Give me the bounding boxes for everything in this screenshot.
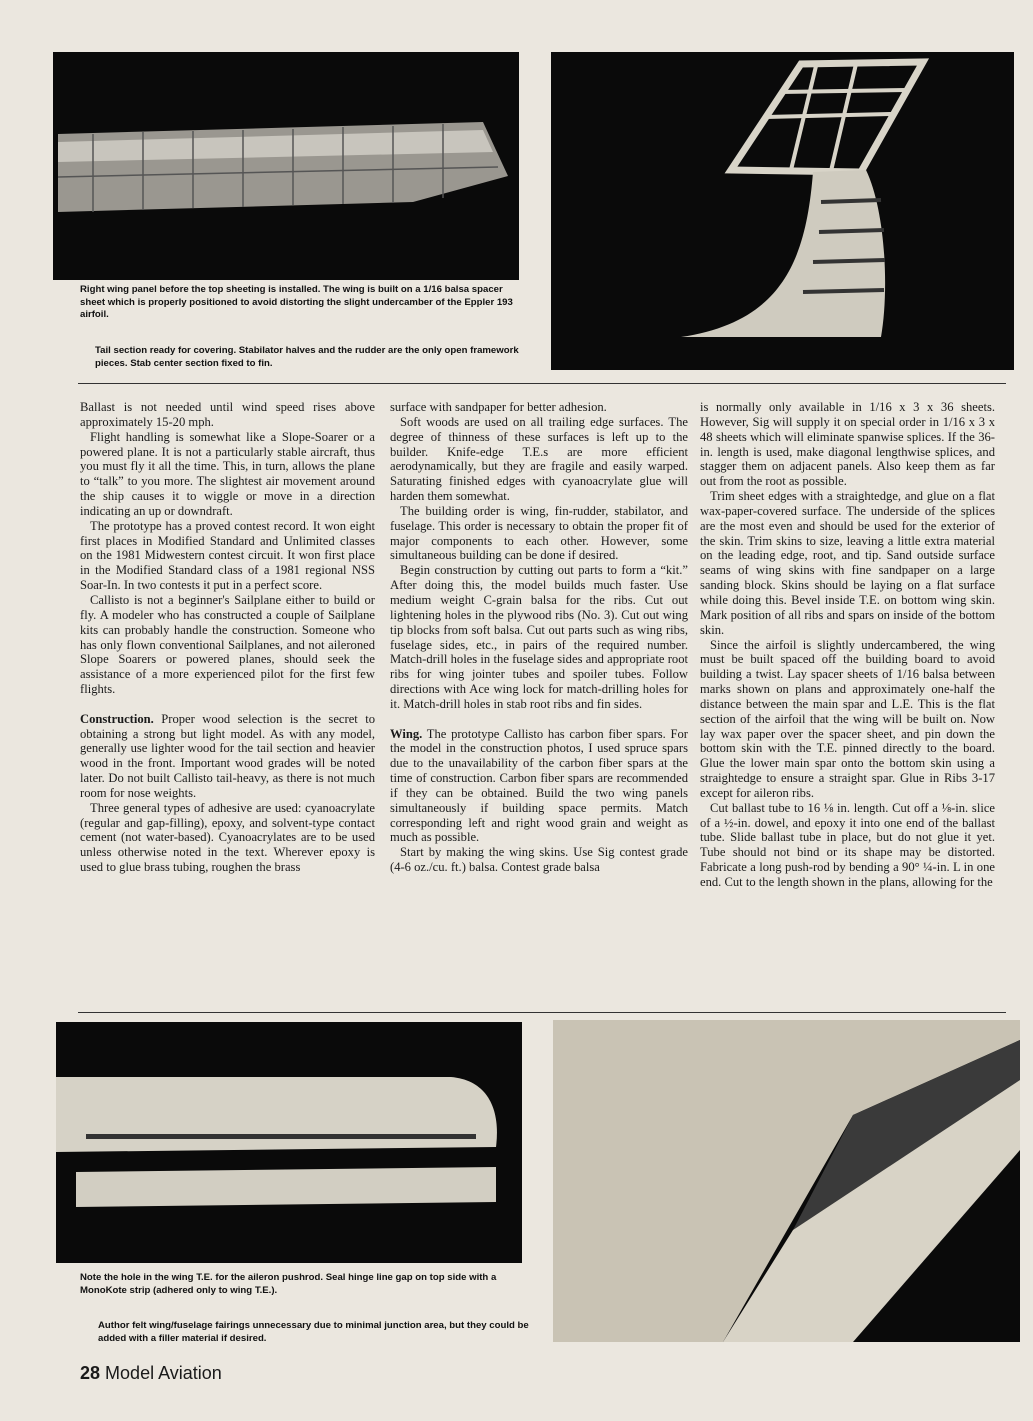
- section-heading-wing: Wing.: [390, 726, 423, 741]
- paragraph: Begin construction by cutting out parts to form a “kit.” After doing this, the model builds much faster. Use medium weight C-grain balsa for the ribs. Cut out lightening holes in the plywood ribs (No. 3). Cut out wing tip blocks from soft balsa. Cut out parts such as wing ribs, fuselage sides, etc., in pairs of the required number. Match-drill holes in the fuselage sides and appropriate root ribs for wing jointer tubes and spoiler tubes. Follow directions with Ace wing lock for match-drilling holes for it. Match-drill holes in stab root ribs and fin sides.: [390, 563, 688, 711]
- article-column-3: [700, 400, 995, 890]
- wing-trailing-edge-illustration: [56, 1022, 522, 1263]
- paragraph: Trim sheet edges with a straightedge, and glue on a flat wax-paper-covered surface. The underside of the splices are the most even and should be used for the exterior of the skin. Trim skins to size, leaving a little extra material on the leading edge, root, and tip. Sand outside surface seams of wing skins with fine sandpaper on a large sanding block. Skins should be laying on a flat surface while doing this. Bevel inside T.E. on bottom wing skin. Mark position of all ribs and spars on inside of the bottom skin.: [700, 489, 995, 637]
- paragraph: Callisto is not a beginner's Sailplane either to build or fly. A modeler who has constructed a couple of Sailplane kits can probably handle the construction. Someone who has only flown conventional Sailplanes, and not aileroned Slope Soarers or powered planes, should seek the assistance of a more experienced pilot for the first few flights.: [80, 592, 375, 697]
- caption-wing-fuselage-junction: Author felt wing/fuselage fairings unnecessary due to minimal junction area, but they could be added with a filler material if desired.: [98, 1320, 529, 1344]
- paragraph-construction: [80, 712, 375, 801]
- paragraph-wing: [390, 727, 688, 846]
- paragraph-text: The prototype Callisto has carbon fiber spars. For the model in the construction photos, I used spruce spars due to the unavailability of the carbon fiber spars at the time of construction. Carbon fiber spars are recommended if they can be obtained. Build the two wing panels simultaneously if building space permits. Match corresponding left and right wood grain and weight as much as possible.: [390, 726, 689, 845]
- bottom-divider: [78, 1012, 1006, 1013]
- paragraph: Three general types of adhesive are used: cyanoacrylate (regular and gap-filling), epoxy, and solvent-type contact cement (not water-based). Cyanoacrylates are to be used unless otherwise noted in the text. Wherever epoxy is used to glue brass tubing, roughen the brass: [80, 800, 375, 875]
- wing-panel-illustration: [53, 52, 519, 280]
- article-column-1: [80, 400, 375, 875]
- paragraph: The building order is wing, fin-rudder, stabilator, and fuselage. This order is necessary to obtain the proper fit of major components to each other. However, some simultaneous building can be done if desired.: [390, 503, 688, 563]
- tail-section-illustration: [551, 52, 1014, 370]
- article-column-2: [390, 400, 688, 875]
- page-number: 28: [80, 1363, 101, 1383]
- page-footer: [80, 1363, 222, 1384]
- paragraph: Ballast is not needed until wind speed rises above approximately 15-20 mph.: [80, 400, 375, 429]
- paragraph: surface with sandpaper for better adhesion.: [390, 400, 607, 414]
- photo-wing-fuselage-junction: [553, 1020, 1020, 1342]
- top-divider: [78, 383, 1006, 384]
- caption-tail-section: Tail section ready for covering. Stabilator halves and the rudder are the only open framework pieces. Stab center section fixed to fin.: [95, 345, 519, 369]
- paragraph: Flight handling is somewhat like a Slope-Soarer or a powered plane. It is not a particularly stable aircraft, thus you must fly it all the time. This, in turn, allows the plane to “talk” to you more. The slightest air movement around the ship causes it to wiggle or move in a direction indicating an up or downdraft.: [80, 429, 375, 518]
- photo-tail-section: [551, 52, 1014, 370]
- paragraph: Soft woods are used on all trailing edge surfaces. The degree of thinness of these surfaces is left up to the builder. Knife-edge T.E.s are more efficient aerodynamically, but they are fragile and easily warped. Saturating finished edges with cyanoacrylate glue will harden them somewhat.: [390, 414, 688, 504]
- paragraph: is normally only available in 1/16 x 3 x 36 sheets. However, Sig will supply it on special order in 1/16 x 3 x 48 sheets which will eliminate spanwise splices. If the 36-in. length is used, make diagonal lengthwise splices, and stagger them on adjacent panels. Also keep them as far out from the root as possible.: [700, 400, 995, 489]
- photo-wing-trailing-edge: [56, 1022, 522, 1263]
- paragraph-text: Proper wood selection is the secret to obtaining a strong but light model. As with any model, generally use lighter wood for the tail section and heavier wood in the front. Important wood grades will be noted later. Do not built Callisto tail-heavy, as there is not much room for nose weights.: [80, 711, 375, 800]
- paragraph: Cut ballast tube to 16 ⅛ in. length. Cut off a ⅛-in. slice of a ½-in. dowel, and epoxy it into one end of the ballast tube. Slide ballast tube in place, but do not glue it yet. Tube should not bind or its shape may be distorted. Fabricate a long push-rod by bending a 90° ¼-in. L in one end. Cut to the length shown in the plans, allowing for the: [700, 800, 995, 889]
- paragraph: Since the airfoil is slightly undercambered, the wing must be built spaced off the building board to avoid building a twist. Lay spacer sheets of 1/16 balsa between marks shown on plans and approximately one-half the distance between the main spar and L.E. This is the flat section of the airfoil that the wing will be built on. Now lay wax paper over the spacer sheet, and pin down the bottom skin with the T.E. pinned directly to the board. Glue the lower main spar onto the bottom skin using a straightedge to ensure a straight spar. Glue in Ribs 3-17 except for aileron ribs.: [700, 637, 995, 800]
- section-heading-construction: Construction.: [80, 711, 154, 726]
- paragraph: The prototype has a proved contest record. It won eight first places in Modified Standard and Unlimited classes on the 1981 Midwestern contest circuit. It won first place in the Modified Standard class of a 1981 regional NSS Soar-In. In two contests it put in a perfect score.: [80, 518, 375, 593]
- caption-wing-trailing-edge: Note the hole in the wing T.E. for the aileron pushrod. Seal hinge line gap on top side with a MonoKote strip (adhered only to wing T.E.).: [80, 1272, 497, 1296]
- magazine-title: Model Aviation: [105, 1363, 222, 1383]
- caption-wing-panel: Right wing panel before the top sheeting is installed. The wing is built on a 1/16 balsa spacer sheet which is properly positioned to avoid distorting the slight undercamber of the Eppler 193 airfoil.: [80, 284, 513, 320]
- photo-wing-panel: [53, 52, 519, 280]
- wing-fuselage-illustration: [553, 1020, 1020, 1342]
- paragraph: Start by making the wing skins. Use Sig contest grade (4-6 oz./cu. ft.) balsa. Contest grade balsa: [390, 845, 688, 875]
